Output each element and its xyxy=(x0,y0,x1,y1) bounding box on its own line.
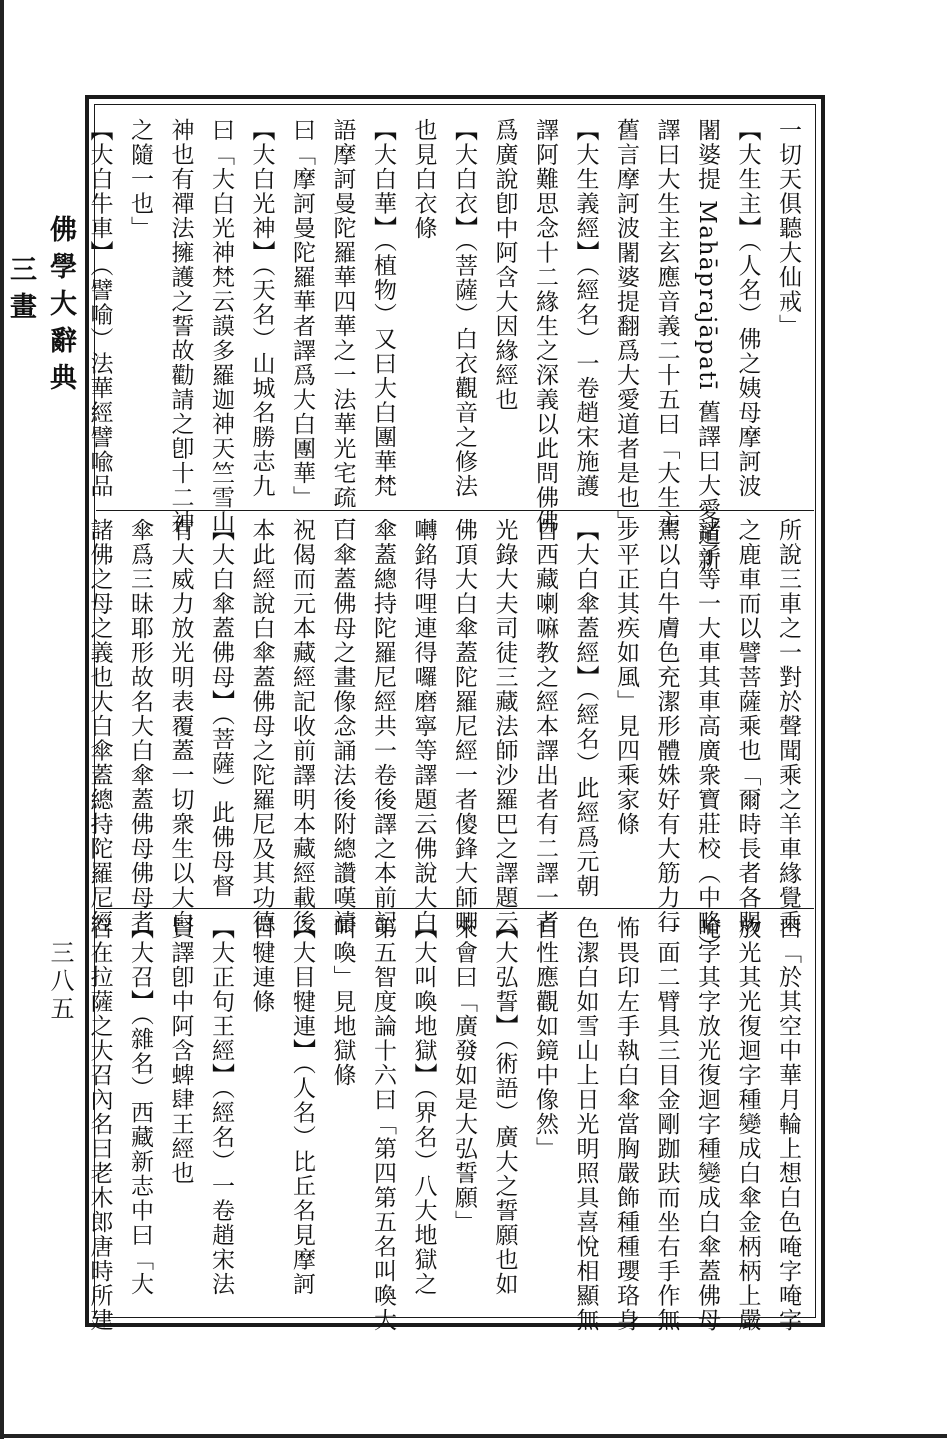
text-column: 語摩訶曼陀羅華四華之一法華光宅疏一 xyxy=(329,118,356,535)
text-column: 爲廣說卽中阿含大因緣經也 xyxy=(491,118,518,412)
text-column: 【大白傘蓋佛母】（菩薩）此佛母督 xyxy=(208,518,234,899)
text-column: 唵字其字放光復迴字種變成白傘蓋佛母 xyxy=(694,916,720,1333)
scan-edge-bottom xyxy=(0,1434,947,1438)
text-column: 之隨一也」 xyxy=(127,118,153,241)
text-column: 【大召】（雜名）西藏新志中曰「大 xyxy=(127,916,153,1297)
text-section-middle xyxy=(86,518,808,959)
text-column: 【大白衣】（菩薩）白衣觀音之修法 xyxy=(451,118,477,499)
text-column: 來會曰「廣發如是大弘誓願」 xyxy=(451,916,477,1235)
text-column: 自西藏喇嘛教之經本譯出者有二譯一者 xyxy=(532,518,558,935)
text-column: 本此經說白傘蓋佛母之陀羅尼及其功德 xyxy=(248,518,275,935)
running-header xyxy=(5,215,80,525)
text-section-top xyxy=(86,118,808,572)
text-section-bottom xyxy=(86,916,808,1333)
text-column: 【大弘誓】（術語）廣大之誓願也如 xyxy=(491,916,518,1297)
text-column: 第五智度論十六曰「第四第五名叫喚大 xyxy=(370,916,396,1333)
text-column: 譯阿難思念十二緣生之深義以此問佛佛 xyxy=(532,118,558,535)
text-column: 【大白光神】（天名）山城名勝志九 xyxy=(248,118,275,499)
text-column: 有大威力放光明表覆蓋一切衆生以大白 xyxy=(167,518,194,935)
book-title: 佛學大辭典 xyxy=(45,215,76,400)
text-column: 怖畏印左手執白傘當胸嚴飾種種瓔珞身 xyxy=(613,916,639,1333)
text-column: 一切天俱聽大仙戒」 xyxy=(775,118,801,339)
text-column: 曰「於其空中華月輪上想白色唵字唵字 xyxy=(775,916,801,1333)
text-column: 步平正其疾如風」見四乘家條 xyxy=(613,518,639,837)
text-column: 曰「摩訶曼陀羅華者譯爲大白團華」 xyxy=(289,118,315,510)
text-column: 舊言摩訶波闍婆提翻爲大愛道者是也」 xyxy=(613,118,639,535)
text-column: 叫喚」見地獄條 xyxy=(329,916,356,1088)
text-column: 之鹿車而以譬菩薩乘也「爾時長者各賜 xyxy=(734,518,761,935)
text-column: 目犍連條 xyxy=(248,916,275,1014)
text-column: 諸佛之母之義也大白傘蓋總持陀羅尼經 xyxy=(86,518,113,935)
text-column: 一面二臂具三目金剛跏趺而坐右手作無 xyxy=(653,916,680,1333)
text-column: 【大正句王經】（經名）一卷趙宋法 xyxy=(208,916,234,1297)
text-column: 【大叫喚地獄】（界名）八大地獄之 xyxy=(410,916,437,1297)
text-column: 色潔白如雪山上日光明照具喜悅相顯無 xyxy=(572,916,599,1333)
text-column: 【大白牛車】（譬喻）法華經譬喩品 xyxy=(86,118,113,499)
text-column: 譯曰大生主玄應音義二十五曰「大生主 xyxy=(653,118,680,535)
text-column: 賢譯卽中阿含蜱肆王經也 xyxy=(167,916,194,1186)
text-column: 駕以白牛膚色充潔形體姝好有大筋力行 xyxy=(653,518,680,935)
text-column: 闍婆提 Mahāprajāpatī 舊譯曰大愛道新 xyxy=(694,118,720,572)
text-column: 曰「大白光神梵云謨多羅迦神天竺雪山 xyxy=(208,118,234,535)
text-column: 佛頂大白傘蓋陀羅尼經一者傻鋒大師唧 xyxy=(451,518,477,935)
section-label: 三畫 xyxy=(5,255,36,329)
text-column: 【大白華】（植物）又曰大白團華梵 xyxy=(370,118,396,499)
text-column: 自性應觀如鏡中像然」 xyxy=(532,916,558,1161)
text-column: 祝偈而元本藏經記收前譯明本藏經載後 xyxy=(289,518,315,935)
text-column: 白傘蓋佛母之畫像念誦法後附總讚嘆禱 xyxy=(329,518,356,935)
page-number: 三八五 xyxy=(46,940,74,1024)
text-column: 神也有禪法擁護之誓故勸請之卽十二神 xyxy=(167,118,194,535)
text-column: 囀銘得哩連得囉磨寧等譯題云佛說大白 xyxy=(410,518,437,935)
text-column: 所說三車之一對於聲聞乘之羊車緣覺乘 xyxy=(775,518,801,935)
text-column: 傘爲三昧耶形故名大白傘蓋佛母佛母者 xyxy=(127,518,153,935)
text-column: 【大目犍連】（人名）比丘名見摩訶 xyxy=(289,916,315,1297)
text-column: 【大白傘蓋經】（經名）此經爲元朝 xyxy=(572,518,599,899)
text-column: 光錄大夫司徒三藏法師沙羅巴之譯題云 xyxy=(491,518,518,935)
text-column: 諸子等一大車其車高廣衆寶莊校（中略） xyxy=(694,518,720,959)
text-column: 也見白衣條 xyxy=(410,118,437,241)
text-column: 【大生主】（人名）佛之姨母摩訶波 xyxy=(734,118,761,499)
text-column: 召在拉薩之大召內名曰老木郎唐時所建 xyxy=(86,916,113,1333)
text-column: 傘蓋總持陀羅尼經共一卷後譯之本前記 xyxy=(370,518,396,935)
text-column: 放光其光復迴字種變成白傘金柄柄上嚴 xyxy=(734,916,761,1333)
text-column: 【大生義經】（經名）一卷趙宋施護 xyxy=(572,118,599,499)
